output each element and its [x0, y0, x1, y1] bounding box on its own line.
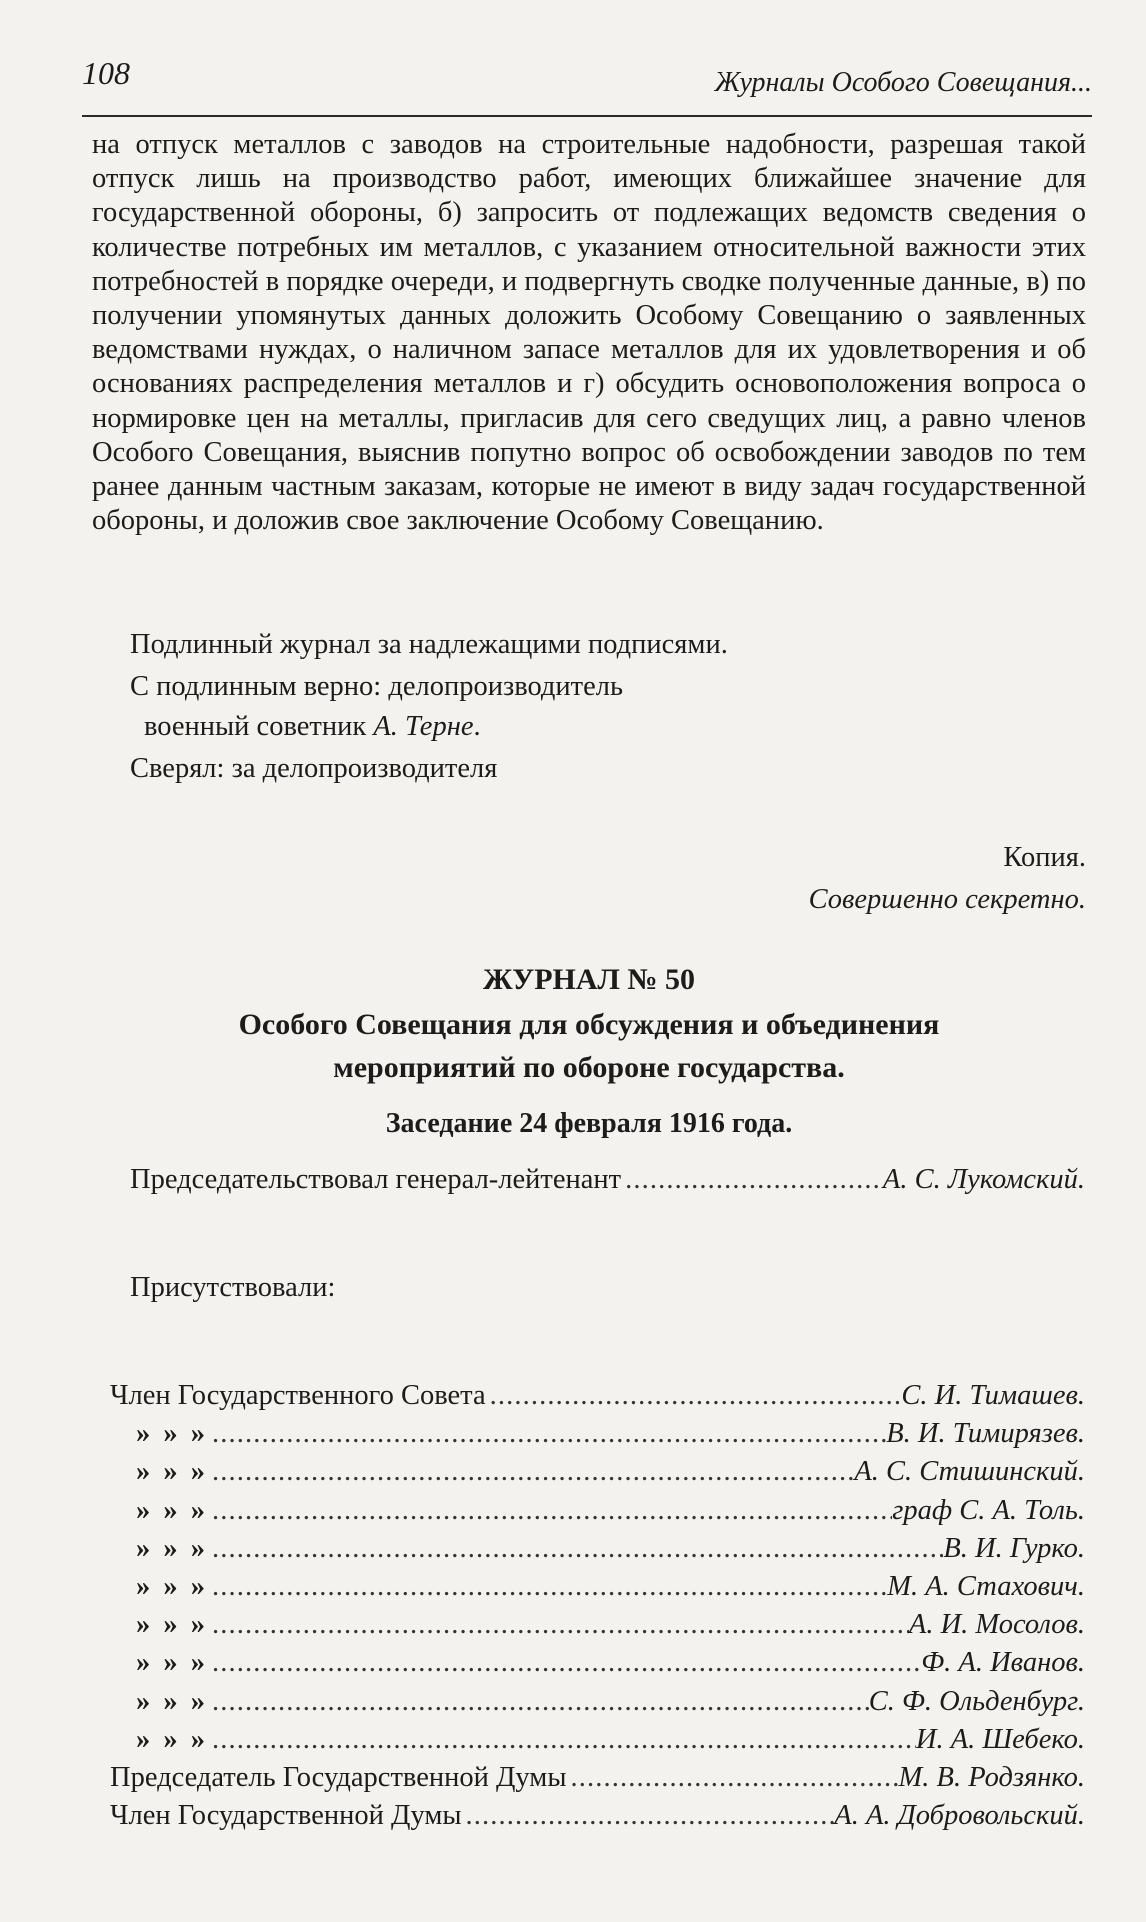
member-role: » » » [136, 1647, 208, 1679]
member-row [110, 1456, 1085, 1494]
chair-label: Председательствовал генерал-лейтенант [130, 1164, 622, 1195]
member-name: Ф. А. Иванов. [921, 1647, 1085, 1679]
member-row [110, 1800, 1085, 1838]
member-name: С. Ф. Ольденбург. [868, 1685, 1085, 1717]
member-role: » » » [136, 1456, 208, 1488]
true-copy-line: С подлинным верно: делопроизводитель [130, 671, 623, 702]
member-name: М. А. Стахович. [887, 1570, 1085, 1602]
member-role: Член Государственного Совета [110, 1380, 486, 1411]
member-name: В. И. Гурко. [943, 1532, 1085, 1564]
advisor-prefix: военный советник [144, 711, 374, 742]
advisor-line [130, 710, 1094, 744]
member-role: » » » [136, 1570, 208, 1602]
leader-dots [208, 1533, 943, 1565]
page-number: 108 [82, 55, 130, 91]
member-name: А. С. Стишинский. [854, 1456, 1085, 1488]
member-name: А. И. Мосолов. [908, 1609, 1085, 1641]
advisor-suffix: . [473, 711, 481, 742]
present-label: Присутствовали: [130, 1272, 336, 1303]
member-row [110, 1495, 1085, 1533]
journal-number-title: ЖУРНАЛ № 50 [482, 963, 696, 996]
member-role: » » » [136, 1532, 208, 1564]
session-date: Заседание 24 февраля 1916 года. [385, 1108, 793, 1139]
leader-dots [621, 1164, 883, 1196]
page-header [82, 55, 1092, 117]
secret-mark: Совершенно секретно. [808, 884, 1086, 915]
member-role: » » » [136, 1723, 208, 1755]
leader-dots [208, 1724, 916, 1756]
leader-dots [208, 1609, 909, 1641]
journal-subtitle-line1: Особого Совещания для обсуждения и объединения [238, 1008, 940, 1041]
member-role: » » » [136, 1494, 208, 1526]
leader-dots [208, 1647, 921, 1679]
running-title: Журналы Особого Совещания... [714, 67, 1092, 98]
chair-line [130, 1164, 1085, 1196]
member-row [110, 1571, 1085, 1609]
body-paragraph: на отпуск металлов с заводов на строительные надобности, разрешая такой отпуск лишь на производство работ, имеющих ближайшее значение для государственной обороны, б) запросить от подлежащих ведомств сведения о количестве потребных им металлов, с указанием относительной важности этих потребностей в порядке очереди, и подвергнуть сводке полученные данные, в) по получении упомянутых данных доложить Особому Совещанию о заявленных ведомствами нуждах, о наличном запасе металлов для их удовлетворения и об основаниях распределения металлов и г) обсудить основоположения вопроса о нормировке цен на металлы, пригласив для сего сведущих лиц, а равно членов Особого Совещания, выяснив попутно вопрос об освобождении заводов по тем ранее данным частным заказам, которые не имеют в виду задач государственной обороны, и доложив свое заключение Особому Совещанию. [92, 129, 1086, 537]
member-row [110, 1762, 1085, 1800]
leader-dots [208, 1686, 869, 1718]
member-name: И. А. Шебеко. [915, 1723, 1085, 1755]
member-role: Член Государственной Думы [110, 1800, 462, 1832]
member-row [110, 1418, 1085, 1456]
member-role: » » » [136, 1685, 208, 1717]
leader-dots [486, 1380, 902, 1412]
member-row [110, 1686, 1085, 1724]
advisor-name: А. Терне [373, 711, 474, 742]
member-row [110, 1724, 1085, 1762]
member-role: Председатель Государственной Думы [110, 1761, 567, 1793]
member-name: В. И. Тимирязев. [886, 1418, 1085, 1450]
original-journal-note: Подлинный журнал за надлежащими подписями. [130, 629, 728, 660]
verified-line: Сверял: за делопроизводителя [130, 753, 498, 784]
leader-dots [566, 1762, 898, 1794]
member-role: » » » [136, 1418, 208, 1450]
leader-dots [208, 1571, 887, 1603]
copy-mark: Копия. [1003, 842, 1086, 873]
member-row [110, 1380, 1085, 1418]
chair-name: А. С. Лукомский. [882, 1164, 1085, 1195]
member-name: граф С. А. Толь. [892, 1494, 1085, 1526]
member-role: » » » [136, 1609, 208, 1641]
journal-subtitle-line2: мероприятий по обороне государства. [333, 1051, 845, 1084]
member-row [110, 1533, 1085, 1571]
leader-dots [208, 1495, 892, 1527]
member-row [110, 1609, 1085, 1647]
member-row [110, 1647, 1085, 1685]
member-name: А. А. Добровольский. [834, 1800, 1085, 1832]
member-list [110, 1380, 1085, 1838]
leader-dots [208, 1456, 854, 1488]
leader-dots [208, 1418, 886, 1450]
leader-dots [462, 1800, 835, 1832]
member-name: М. В. Родзянко. [898, 1761, 1085, 1793]
member-name: С. И. Тимашев. [901, 1380, 1085, 1411]
